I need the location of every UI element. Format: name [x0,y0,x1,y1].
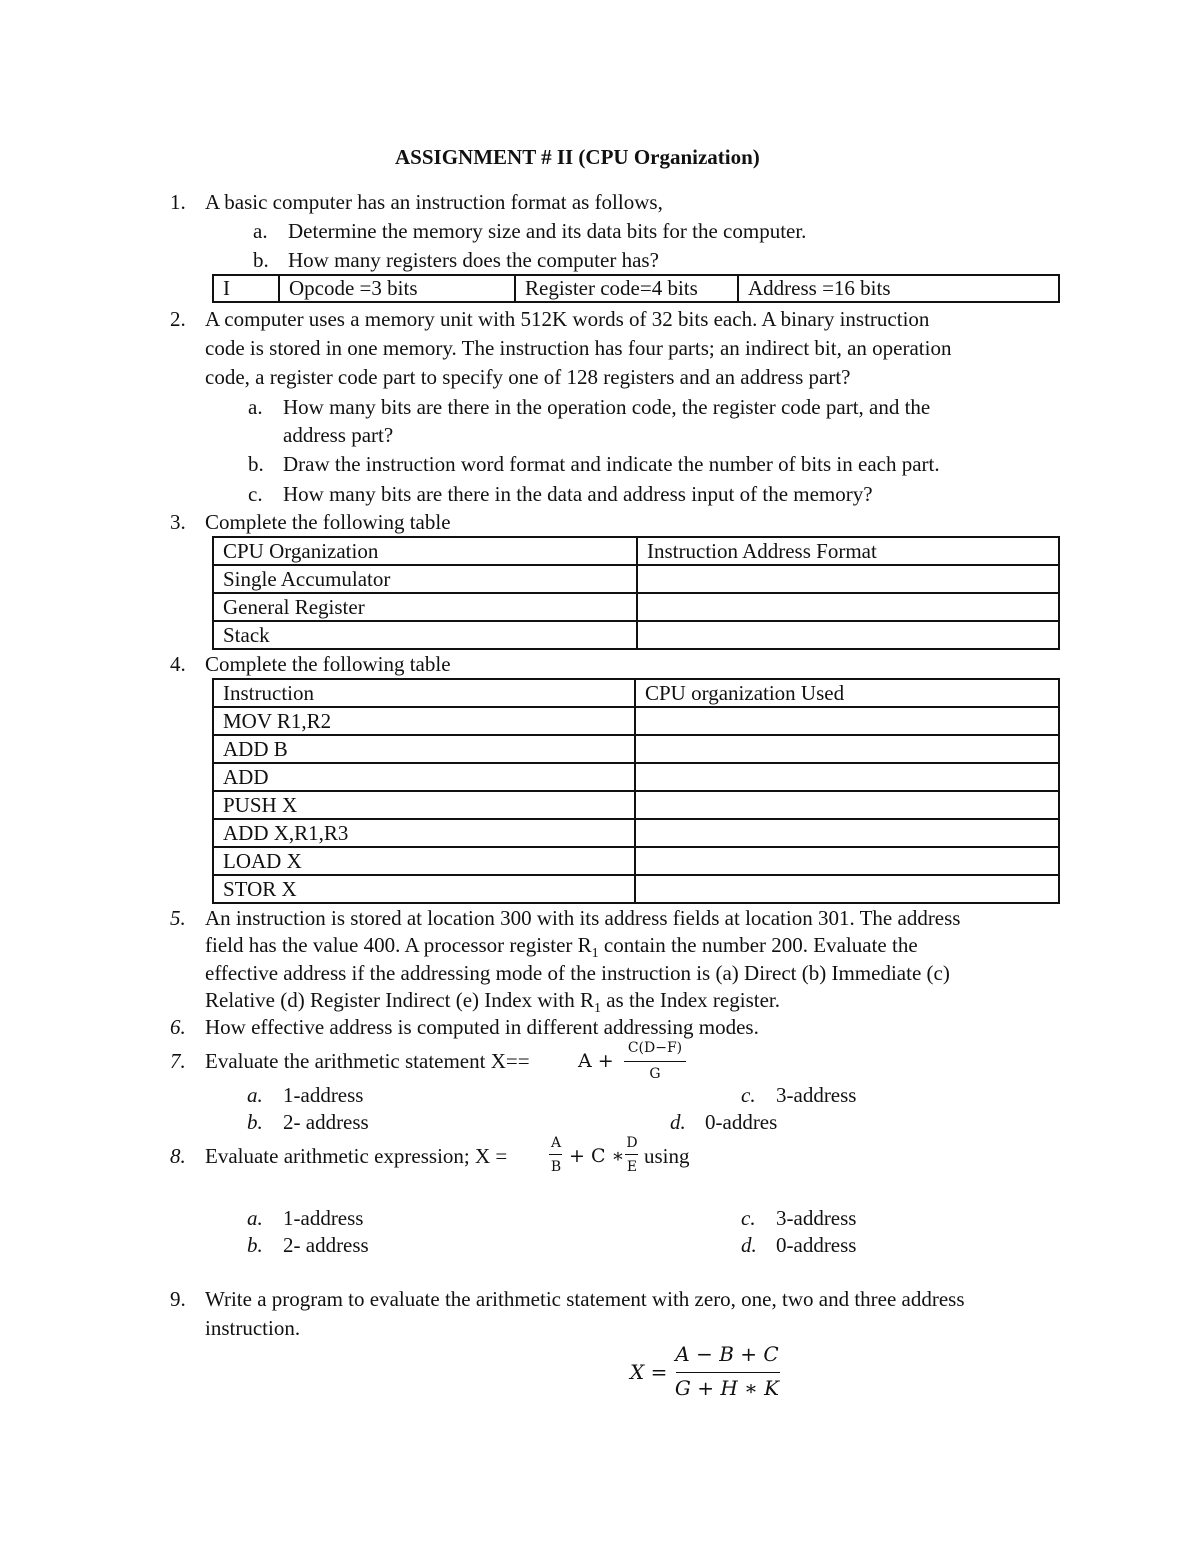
instruction-table [212,678,1060,904]
table-cell: Single Accumulator [213,565,637,593]
table-cell-blank [635,763,1059,791]
page-title: ASSIGNMENT # II (CPU Organization) [395,145,760,169]
table-cell: Stack [213,621,637,649]
table-cell-blank [635,707,1059,735]
q1-a-marker: a. [253,219,268,243]
q7-option-d-text: 0-addres [705,1110,778,1134]
q2-c-text: How many bits are there in the data and address input of the memory? [283,482,873,506]
format-cell-register: Register code=4 bits [515,275,738,302]
q7-option-d-marker: d. [670,1110,686,1134]
format-cell-address: Address =16 bits [738,275,1059,302]
q8-fraction-2-numerator: D [626,1135,638,1151]
q2-line-3: code, a register code part to specify one of 128 registers and an address part? [205,365,851,389]
q8-option-d-marker: d. [741,1233,757,1257]
table-cell: MOV R1,R2 [213,707,635,735]
table-cell-blank [637,593,1059,621]
q7-fraction-denominator: G [649,1066,661,1082]
q8-text: Evaluate arithmetic expression; X = [205,1144,508,1168]
table-cell-blank [635,791,1059,819]
q8-middle-operators: + C ∗ [569,1145,625,1167]
q8-fraction-2-bar [625,1154,638,1155]
table-cell: ADD B [213,735,635,763]
q8-fraction-1-bar [549,1154,562,1155]
q7-text: Evaluate the arithmetic statement X== [205,1049,530,1073]
q8-number: 8. [170,1144,186,1168]
q2-line-1: A computer uses a memory unit with 512K words of 32 bits each. A binary instruction [205,307,930,331]
table-cell-blank [635,819,1059,847]
q5-line-4-subscript: 1 [593,1001,601,1017]
table-header: CPU organization Used [635,679,1059,707]
table-header: CPU Organization [213,537,637,565]
q7-option-c-marker: c. [741,1083,756,1107]
q1-text: A basic computer has an instruction format as follows, [205,190,663,214]
q1-a-text: Determine the memory size and its data bits for the computer. [288,219,807,243]
q8-option-b-marker: b. [247,1233,263,1257]
q7-math-a: A + [578,1050,614,1072]
q8-option-b-text: 2- address [283,1233,369,1257]
q9-equation-numerator: A − B + C [675,1342,779,1366]
q9-equation-bar [676,1372,780,1373]
q7-option-b-marker: b. [247,1110,263,1134]
table-cell: ADD [213,763,635,791]
q9-line-2: instruction. [205,1316,301,1340]
q1-number: 1. [170,190,186,214]
q3-number: 3. [170,510,186,534]
table-cell-blank [635,735,1059,763]
q5-line-2a: field has the value 400. A processor register R [205,933,592,957]
q8-fraction-1-numerator: A [550,1135,562,1151]
format-cell-opcode: Opcode =3 bits [279,275,515,302]
q1-b-text: How many registers does the computer has? [288,248,659,272]
q9-line-1: Write a program to evaluate the arithmetic statement with zero, one, two and three address [205,1287,965,1311]
q5-number: 5. [170,906,186,930]
table-cell-blank [637,565,1059,593]
q5-line-1: An instruction is stored at location 300 with its address fields at location 301. The address [205,906,961,930]
q5-line-4b: as the Index register. [600,988,780,1012]
instruction-format-table [212,274,1060,303]
q4-text: Complete the following table [205,652,451,676]
q7-number: 7. [170,1049,186,1073]
q7-option-a-marker: a. [247,1083,263,1107]
table-cell: ADD X,R1,R3 [213,819,635,847]
q5-line-3: effective address if the addressing mode of the instruction is (a) Direct (b) Immediate (c) [205,961,950,985]
q2-b-marker: b. [248,452,264,476]
q3-text: Complete the following table [205,510,451,534]
q9-number: 9. [170,1287,186,1311]
q2-a-marker: a. [248,395,263,419]
table-cell-blank [635,847,1059,875]
q4-number: 4. [170,652,186,676]
q8-option-a-marker: a. [247,1206,263,1230]
q8-fraction-2-denominator: E [626,1159,638,1175]
q8-option-c-marker: c. [741,1206,756,1230]
q8-tail: using [644,1144,690,1168]
q9-equation-lhs: X = [630,1360,668,1384]
q8-option-d-text: 0-address [776,1233,857,1257]
table-cell-blank [635,875,1059,903]
q2-line-2: code is stored in one memory. The instruction has four parts; an indirect bit, an operation [205,336,952,360]
table-cell: General Register [213,593,637,621]
table-cell: STOR X [213,875,635,903]
q5-line-4 [205,990,780,1016]
table-header: Instruction [213,679,635,707]
q6-number: 6. [170,1015,186,1039]
q7-fraction-bar [624,1061,686,1062]
q7-option-b-text: 2- address [283,1110,369,1134]
q8-option-c-text: 3-address [776,1206,857,1230]
q5-line-2-subscript: 1 [591,946,599,962]
q2-number: 2. [170,307,186,331]
cpu-organization-table [212,536,1060,650]
q5-line-4a: Relative (d) Register Indirect (e) Index with R [205,988,594,1012]
q8-fraction-1-denominator: B [550,1159,562,1175]
q2-b-text: Draw the instruction word format and indicate the number of bits in each part. [283,452,940,476]
q5-line-2b: contain the number 200. Evaluate the [598,933,918,957]
q7-option-c-text: 3-address [776,1083,857,1107]
q6-text: How effective address is computed in different addressing modes. [205,1015,759,1039]
table-header: Instruction Address Format [637,537,1059,565]
q5-line-2 [205,935,918,961]
q9-equation-denominator: G + H ∗ K [674,1376,780,1400]
q1-b-marker: b. [253,248,269,272]
q8-option-a-text: 1-address [283,1206,364,1230]
q7-option-a-text: 1-address [283,1083,364,1107]
table-cell: PUSH X [213,791,635,819]
table-cell-blank [637,621,1059,649]
q2-a-text-1: How many bits are there in the operation code, the register code part, and the [283,395,931,419]
q2-c-marker: c. [248,482,263,506]
table-cell: LOAD X [213,847,635,875]
q2-a-text-2: address part? [283,423,394,447]
q7-fraction-numerator: C(D−F) [627,1040,683,1056]
format-cell-indirect: I [213,275,279,302]
